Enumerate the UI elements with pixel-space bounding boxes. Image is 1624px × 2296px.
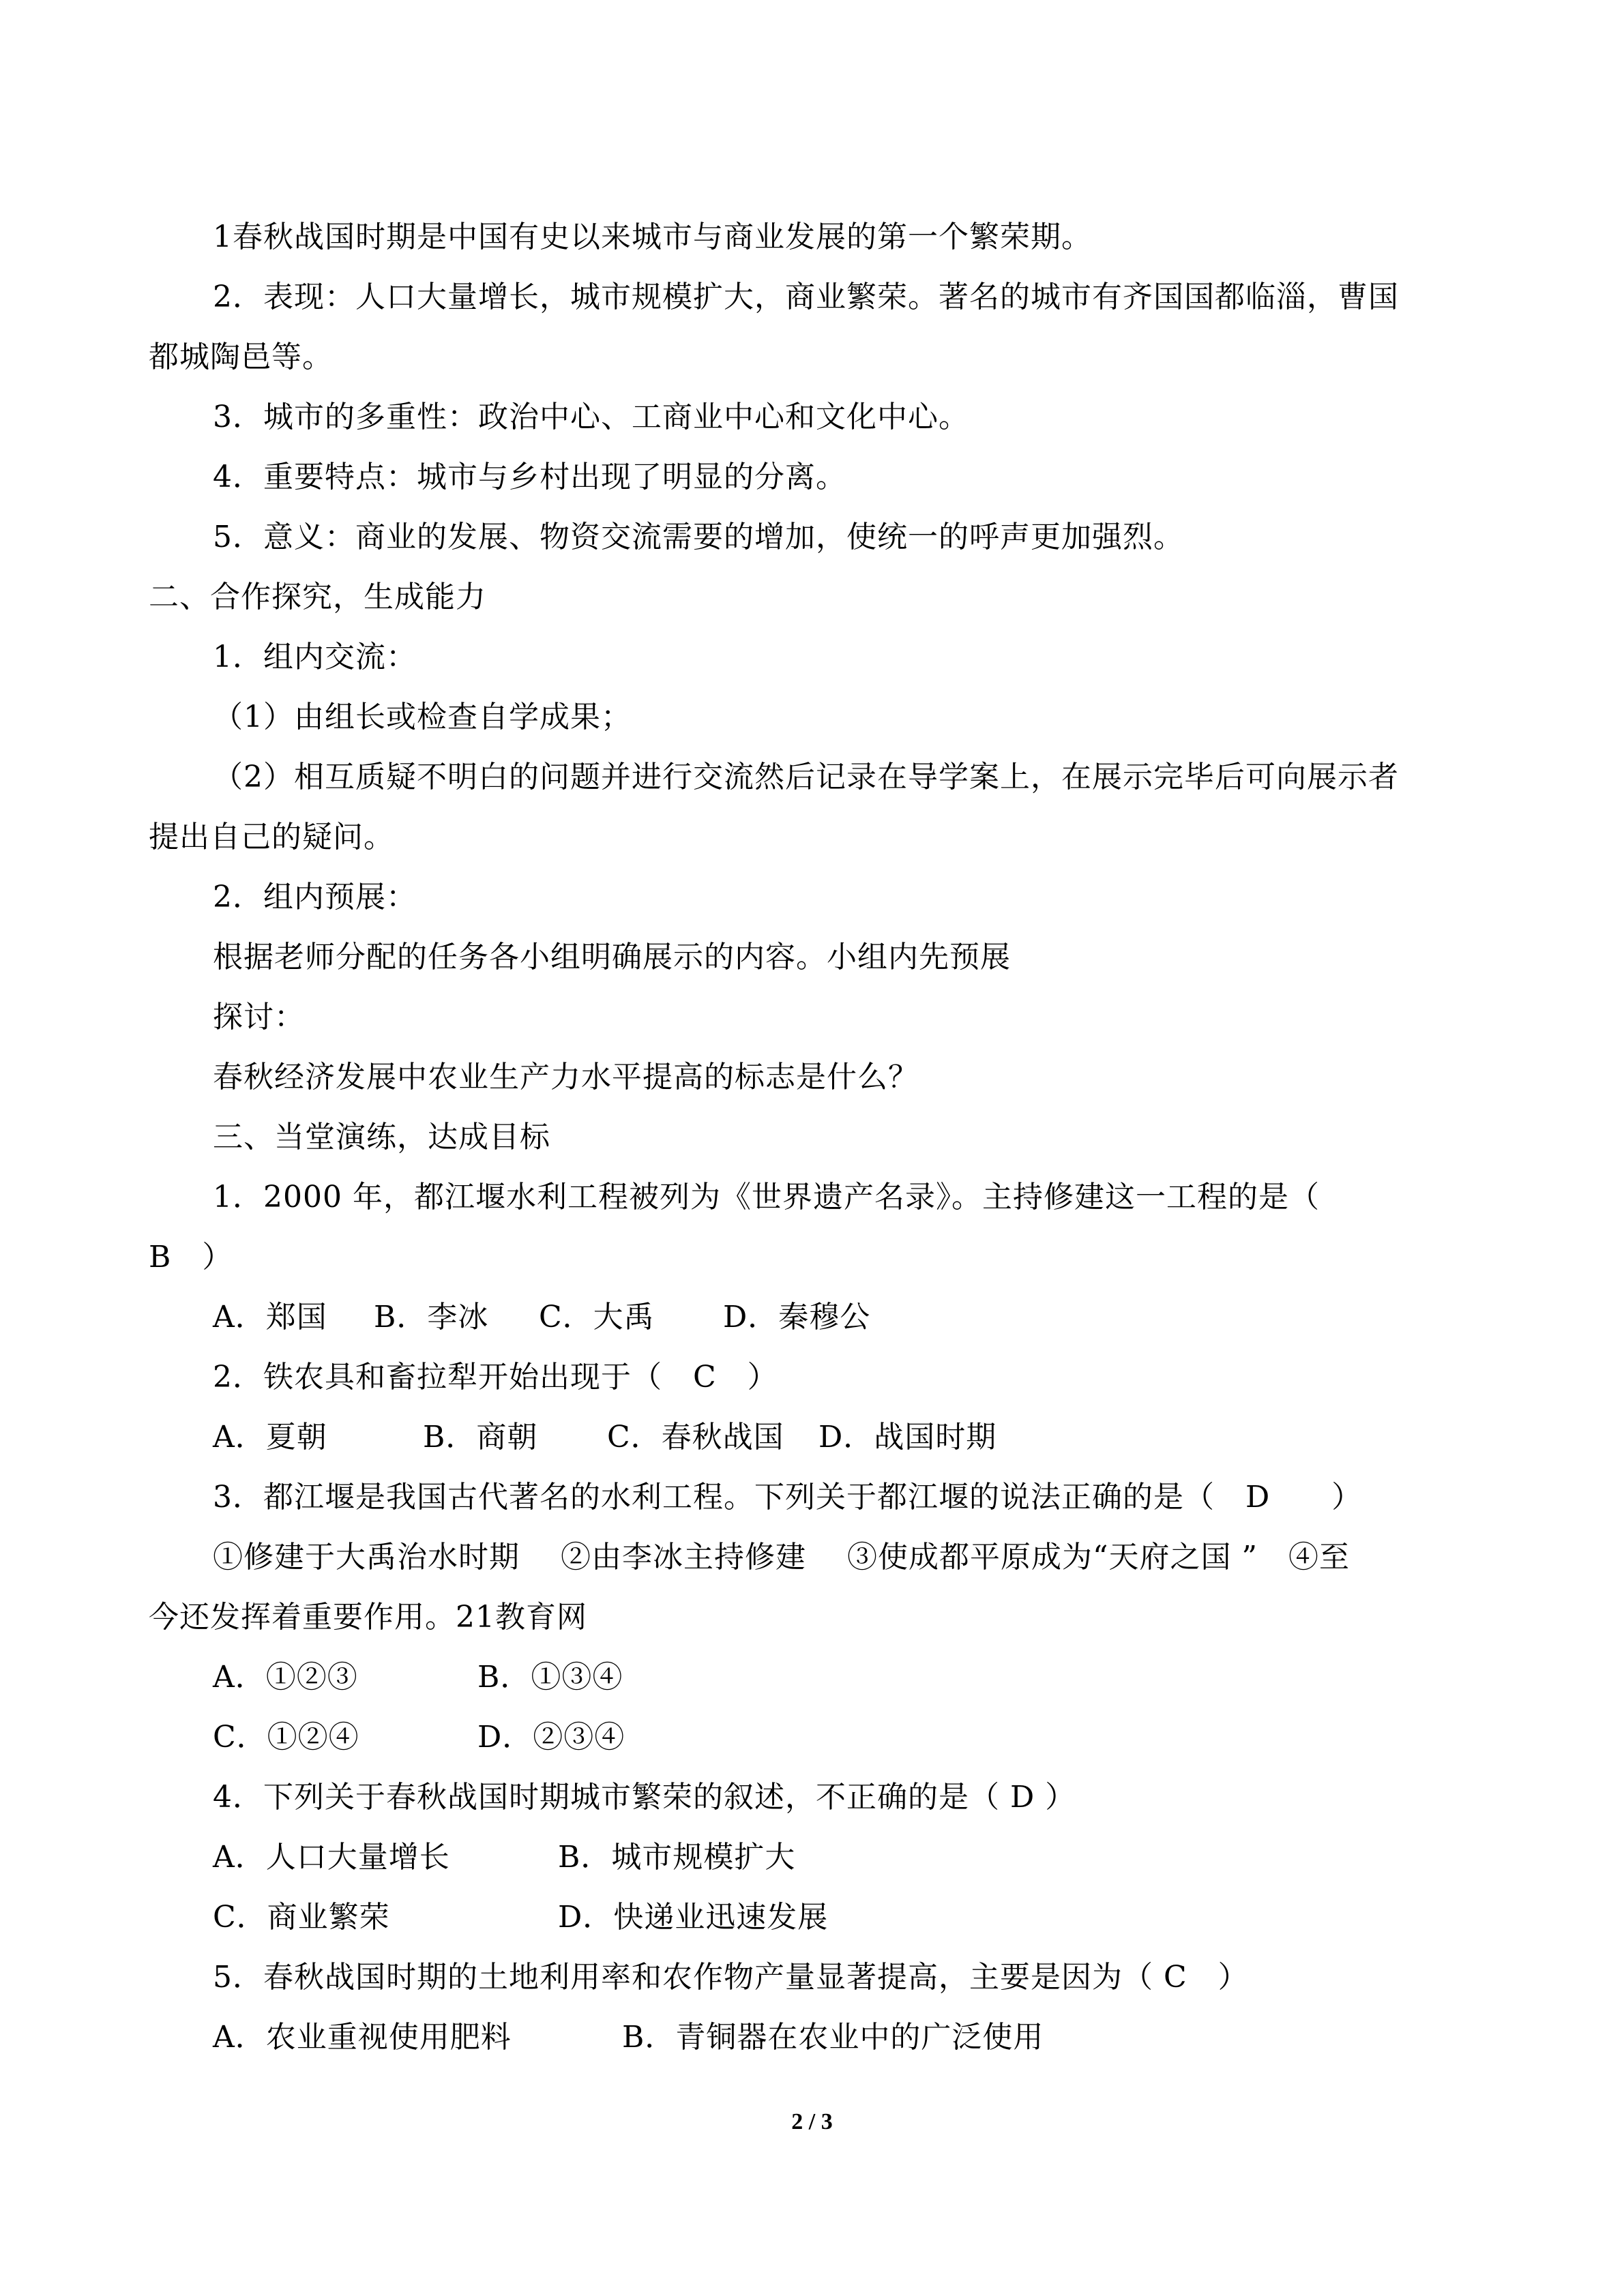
discussion-label: 探讨： xyxy=(213,1000,305,1034)
section-2-item-2: 2．组内预展： xyxy=(213,880,417,914)
question-2-option-b: B．商朝 xyxy=(423,1420,538,1455)
question-1-line-1: 1．2000 年，都江堰水利工程被列为《世界遗产名录》。主持修建这一工程的是（ xyxy=(213,1180,1320,1214)
paragraph-2-line-1: 2．表现：人口大量增长，城市规模扩大，商业繁荣。著名的城市有齐国国都临淄，曹国 xyxy=(213,280,1399,314)
section-3-heading: 三、当堂演练，达成目标 xyxy=(213,1120,550,1154)
paragraph-4: 4．重要特点：城市与乡村出现了明显的分离。 xyxy=(213,460,846,494)
section-2-heading: 二、合作探究，生成能力 xyxy=(149,580,486,614)
question-5-option-b: B．青铜器在农业中的广泛使用 xyxy=(622,2020,1044,2055)
discussion-question: 春秋经济发展中农业生产力水平提高的标志是什么？ xyxy=(213,1060,919,1094)
question-1-option-a: A．郑国 xyxy=(213,1300,327,1335)
page-number: 2 / 3 xyxy=(791,2109,833,2134)
section-2-item-1: 1．组内交流： xyxy=(213,640,417,674)
question-2-option-a: A．夏朝 xyxy=(213,1420,327,1455)
question-4-option-a: A．人口大量增长 xyxy=(213,1840,450,1875)
question-1-option-c: C．大禹 xyxy=(539,1300,655,1335)
question-3: 3．都江堰是我国古代著名的水利工程。下列关于都江堰的说法正确的是（ D ） xyxy=(213,1480,1363,1515)
question-3-statements-line-1: ①修建于大禹治水时期 ②由李冰主持修建 ③使成都平原成为“天府之国 ” ④至 xyxy=(213,1540,1350,1575)
question-1-option-b: B．李冰 xyxy=(374,1300,489,1335)
question-4-option-b: B．城市规模扩大 xyxy=(558,1840,796,1875)
section-2-sub-2-line-2: 提出自己的疑问。 xyxy=(149,820,394,854)
question-4-option-d: D．快递业迅速发展 xyxy=(558,1900,829,1935)
paragraph-2-line-2: 都城陶邑等。 xyxy=(149,340,333,374)
section-2-item-2-text: 根据老师分配的任务各小组明确展示的内容。小组内先预展 xyxy=(213,940,1011,974)
question-4: 4．下列关于春秋战国时期城市繁荣的叙述，不正确的是（ D ） xyxy=(213,1780,1076,1815)
question-4-option-c: C．商业繁荣 xyxy=(213,1900,390,1935)
question-2: 2．铁农具和畜拉犁开始出现于（ C ） xyxy=(213,1360,778,1395)
question-1-line-2: B ） xyxy=(149,1240,233,1274)
question-3-option-a: A．①②③ xyxy=(213,1660,358,1695)
section-2-sub-1: （1）由组长或检查自学成果； xyxy=(213,700,632,734)
paragraph-3: 3．城市的多重性：政治中心、工商业中心和文化中心。 xyxy=(213,400,969,434)
question-3-option-b: B．①③④ xyxy=(477,1660,623,1695)
paragraph-5: 5．意义：商业的发展、物资交流需要的增加，使统一的呼声更加强烈。 xyxy=(213,520,1184,554)
question-5-option-a: A．农业重视使用肥料 xyxy=(213,2020,512,2055)
question-2-option-d: D．战国时期 xyxy=(818,1420,997,1455)
question-5: 5．春秋战国时期的土地利用率和农作物产量显著提高，主要是因为（ C ） xyxy=(213,1960,1249,1995)
question-3-option-d: D．②③④ xyxy=(477,1720,625,1755)
question-1-option-d: D．秦穆公 xyxy=(723,1300,871,1335)
question-3-statements-line-2: 今还发挥着重要作用。21教育网 xyxy=(149,1600,587,1635)
question-3-option-c: C．①②④ xyxy=(213,1720,359,1755)
question-2-option-c: C．春秋战国 xyxy=(607,1420,784,1455)
paragraph-1: 1春秋战国时期是中国有史以来城市与商业发展的第一个繁荣期。 xyxy=(213,220,1092,254)
section-2-sub-2-line-1: （2）相互质疑不明白的问题并进行交流然后记录在导学案上，在展示完毕后可向展示者 xyxy=(213,760,1399,794)
